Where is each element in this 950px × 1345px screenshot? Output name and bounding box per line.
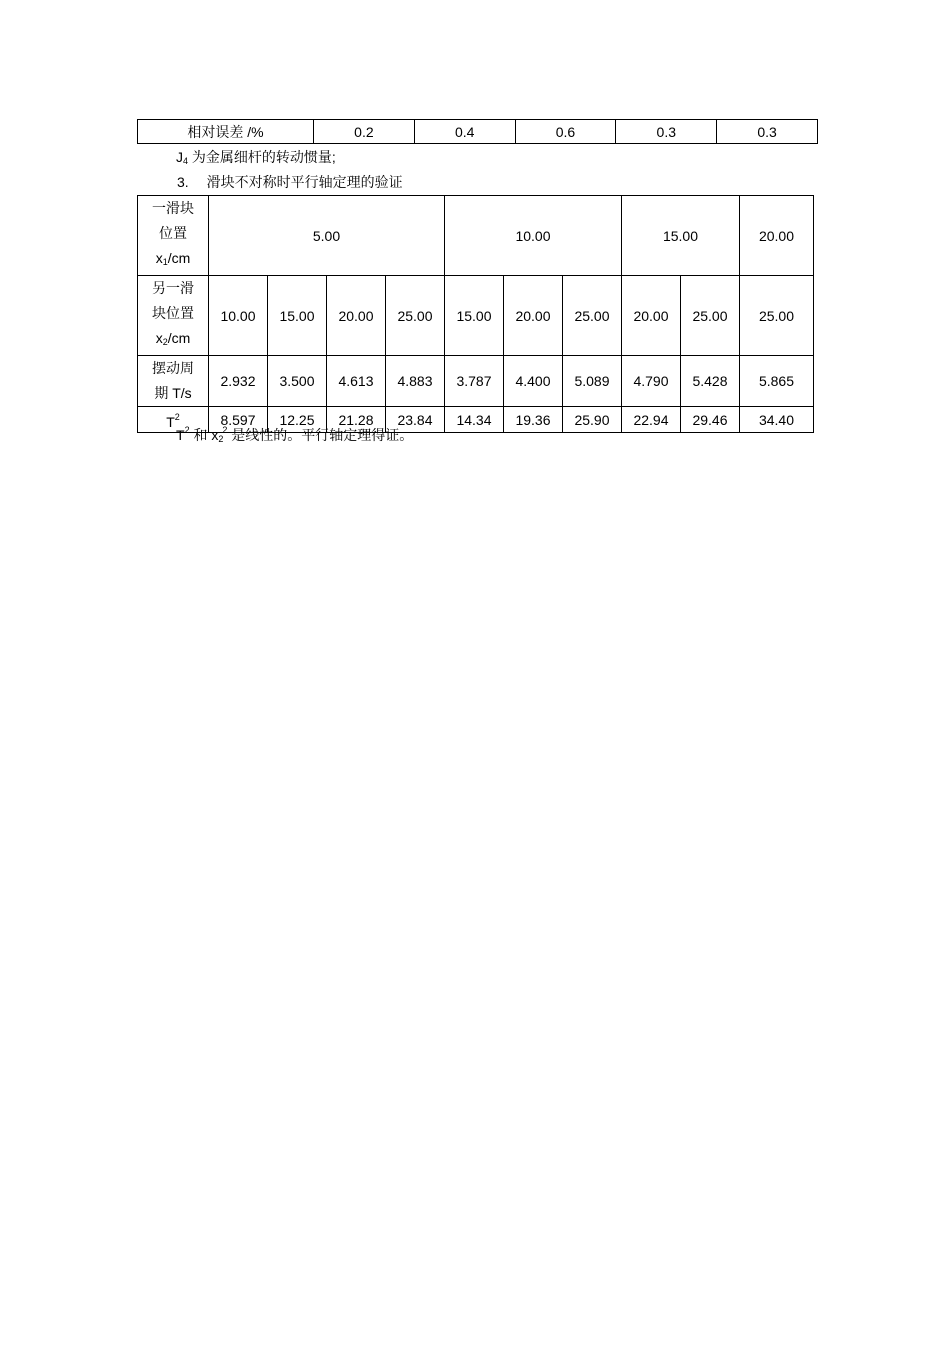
- relative-error-label: 相对误差 /%: [138, 120, 314, 144]
- t-squared-value: 25.90: [563, 407, 622, 433]
- t-squared-header: $T^2$: [138, 407, 209, 433]
- period-value: 5.865: [740, 356, 814, 407]
- period-value: 4.400: [504, 356, 563, 407]
- x2-value: 20.00: [504, 276, 563, 356]
- period-value: 2.932: [209, 356, 268, 407]
- t-squared-value: 29.46: [681, 407, 740, 433]
- relative-error-value: 0.4: [414, 120, 515, 144]
- t-squared-value: 23.84: [386, 407, 445, 433]
- relative-error-value: 0.3: [717, 120, 818, 144]
- relative-error-value: 0.6: [515, 120, 616, 144]
- x2-value: 15.00: [268, 276, 327, 356]
- t-squared-value: 14.34: [445, 407, 504, 433]
- period-header: 摆动周 期 T/s: [138, 356, 209, 407]
- relative-error-value: 0.2: [314, 120, 415, 144]
- period-value: 3.787: [445, 356, 504, 407]
- j4-symbol: J: [176, 149, 183, 165]
- x2-value: 25.00: [563, 276, 622, 356]
- x1-row: [138, 196, 814, 276]
- x2-value: 10.00: [209, 276, 268, 356]
- relative-error-value: 0.3: [616, 120, 717, 144]
- period-value: 5.089: [563, 356, 622, 407]
- period-value: 4.790: [622, 356, 681, 407]
- x1-value: 20.00: [740, 196, 814, 276]
- x2-header: 另一滑 块位置 $x_2/cm$: [138, 276, 209, 356]
- section-number: 3.: [177, 174, 189, 190]
- section-title: 滑块不对称时平行轴定理的验证: [206, 174, 403, 190]
- t-squared-value: 19.36: [504, 407, 563, 433]
- period-row: [138, 356, 814, 407]
- t-squared-value: 34.40: [740, 407, 814, 433]
- t-squared-value: 12.25: [268, 407, 327, 433]
- period-value: 4.613: [327, 356, 386, 407]
- t-squared-value: 22.94: [622, 407, 681, 433]
- j4-subscript: 4: [183, 156, 189, 166]
- section-heading: [177, 172, 403, 192]
- j4-note: [176, 147, 336, 167]
- period-value: 3.500: [268, 356, 327, 407]
- x2-value: 25.00: [740, 276, 814, 356]
- x2-value: 20.00: [327, 276, 386, 356]
- conclusion-text: $T^2$ 和 $x_2^2$ 是线性的。平行轴定理得证。: [176, 425, 414, 444]
- t-squared-value: 21.28: [327, 407, 386, 433]
- x2-value: 25.00: [681, 276, 740, 356]
- x2-row: [138, 276, 814, 356]
- x1-value: 15.00: [622, 196, 740, 276]
- x2-value: 15.00: [445, 276, 504, 356]
- relative-error-table: [137, 119, 818, 144]
- relative-error-row: [138, 120, 818, 144]
- parallel-axis-table: [137, 195, 814, 433]
- x1-value: 5.00: [209, 196, 445, 276]
- period-value: 5.428: [681, 356, 740, 407]
- x1-value: 10.00: [445, 196, 622, 276]
- j4-note-text: 为金属细杆的转动惯量;: [188, 149, 336, 165]
- x1-header: 一滑块 位置 $x_1/cm$: [138, 196, 209, 276]
- x2-value: 25.00: [386, 276, 445, 356]
- x2-value: 20.00: [622, 276, 681, 356]
- t-squared-value: 8.597: [209, 407, 268, 433]
- period-value: 4.883: [386, 356, 445, 407]
